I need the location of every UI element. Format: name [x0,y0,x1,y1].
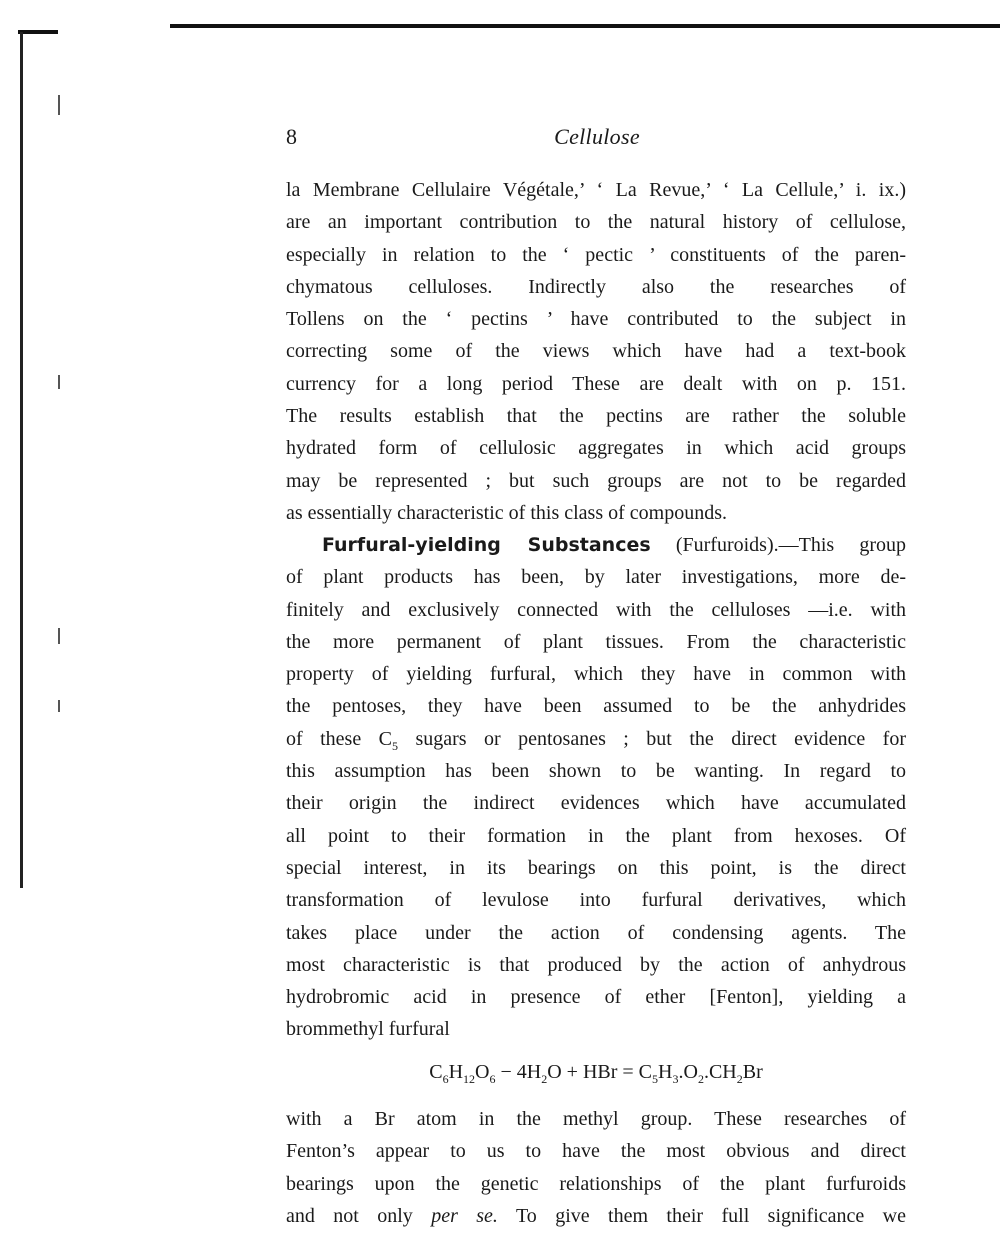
formula-subscript: 5 [652,1072,659,1086]
text-fragment: of these C [286,727,392,750]
text-line: brommethyl furfural [286,1018,450,1041]
italic-term: per se. [431,1204,498,1227]
text-line: correcting some of the views which have had a text-book [286,340,906,363]
formula-subscript: 6 [442,1072,449,1086]
scan-speck [58,375,60,389]
text-line: Fenton’s appear to us to have the most obvious and direct [286,1140,906,1163]
text-line: their origin the indirect evidences which have accumulated [286,792,906,815]
text-line: transformation of levulose into furfural derivatives, which [286,889,906,912]
page-number: 8 [286,124,297,149]
scan-speck [58,95,60,115]
scan-corner-edge [18,30,58,34]
formula-subscript: 6 [489,1072,496,1086]
heading-continuation: (Furfuroids).—This group [675,534,907,556]
text-line: special interest, in its bearings on this point, is the direct [286,856,906,879]
text-line [286,529,906,561]
subscript: 5 [392,738,398,753]
formula-subscript: 2 [697,1072,704,1086]
text-line: property of yielding furfural, which they have in common with [286,663,906,686]
formula-part: C [429,1061,443,1083]
text-line: takes place under the action of condensing agents. The [286,921,906,944]
running-title: Cellulose [554,124,640,149]
text-line: the more permanent of plant tissues. From the characteristic [286,630,906,653]
text-fragment: and not only [286,1204,432,1227]
text-line: chymatous celluloses. Indirectly also the researches of [286,275,906,298]
text-line: are an important contribution to the natural history of cellulose, [286,211,906,234]
paragraph-2 [286,529,906,1046]
scan-top-edge [170,24,1000,28]
section-heading: Furfural-yielding Substances [322,534,651,556]
chemical-formula [286,1061,906,1087]
text-line: hydrobromic acid in presence of ether [Fenton], yielding a [286,986,906,1009]
formula-part: − 4H [495,1061,542,1083]
paragraph-3 [286,1103,906,1232]
scan-speck [58,700,60,712]
text-fragment: sugars or pentosanes ; but the direct evidence for [398,727,907,750]
formula-subscript: 2 [541,1072,548,1086]
text-line: the pentoses, they have been assumed to be the anhydrides [286,695,906,718]
text-line: The results establish that the pectins are rather the soluble [286,405,906,428]
formula-part: H [658,1061,673,1083]
text-line: most characteristic is that produced by the action of anhydrous [286,953,906,976]
formula-part: O [475,1061,490,1083]
formula-subscript: 3 [672,1072,679,1086]
formula-subscript: 2 [736,1072,743,1086]
formula-part: O + HBr = C [547,1061,653,1083]
formula-subscript: 12 [463,1072,476,1086]
text-line: with a Br atom in the methyl group. These researches of [286,1108,906,1130]
text-line: especially in relation to the ‘ pectic ’ constituents of the paren- [286,243,906,266]
text-line: as essentially characteristic of this class of compounds. [286,501,727,524]
text-line: la Membrane Cellulaire Végétale,’ ‘ La Revue,’ ‘ La Cellule,’ i. ix.) [286,179,906,201]
text-line: finitely and exclusively connected with the celluloses —i.e. with [286,598,906,621]
text-line: hydrated form of cellulosic aggregates in which acid groups [286,437,906,460]
paragraph-1 [286,174,906,529]
scan-left-edge [20,32,23,888]
formula-part: H [448,1061,464,1083]
text-line: of plant products has been, by later investigations, more de- [286,566,906,589]
text-line [286,723,906,755]
scan-speck [58,628,60,644]
formula-part: .O [678,1061,698,1083]
page-header [286,124,908,158]
text-line: currency for a long period These are dealt with on p. 151. [286,372,906,395]
text-line [286,1200,906,1232]
text-line: Tollens on the ‘ pectins ’ have contributed to the subject in [286,308,906,331]
text-line: all point to their formation in the plant from hexoses. Of [286,824,906,847]
text-line: bearings upon the genetic relationships of the plant furfuroids [286,1172,906,1195]
text-line: this assumption has been shown to be wanting. In regard to [286,760,906,783]
text-line: may be represented ; but such groups are not to be regarded [286,469,906,492]
formula-part: .CH [703,1061,737,1083]
formula-part: Br [742,1061,763,1083]
text-fragment: To give them their full significance we [497,1204,906,1227]
